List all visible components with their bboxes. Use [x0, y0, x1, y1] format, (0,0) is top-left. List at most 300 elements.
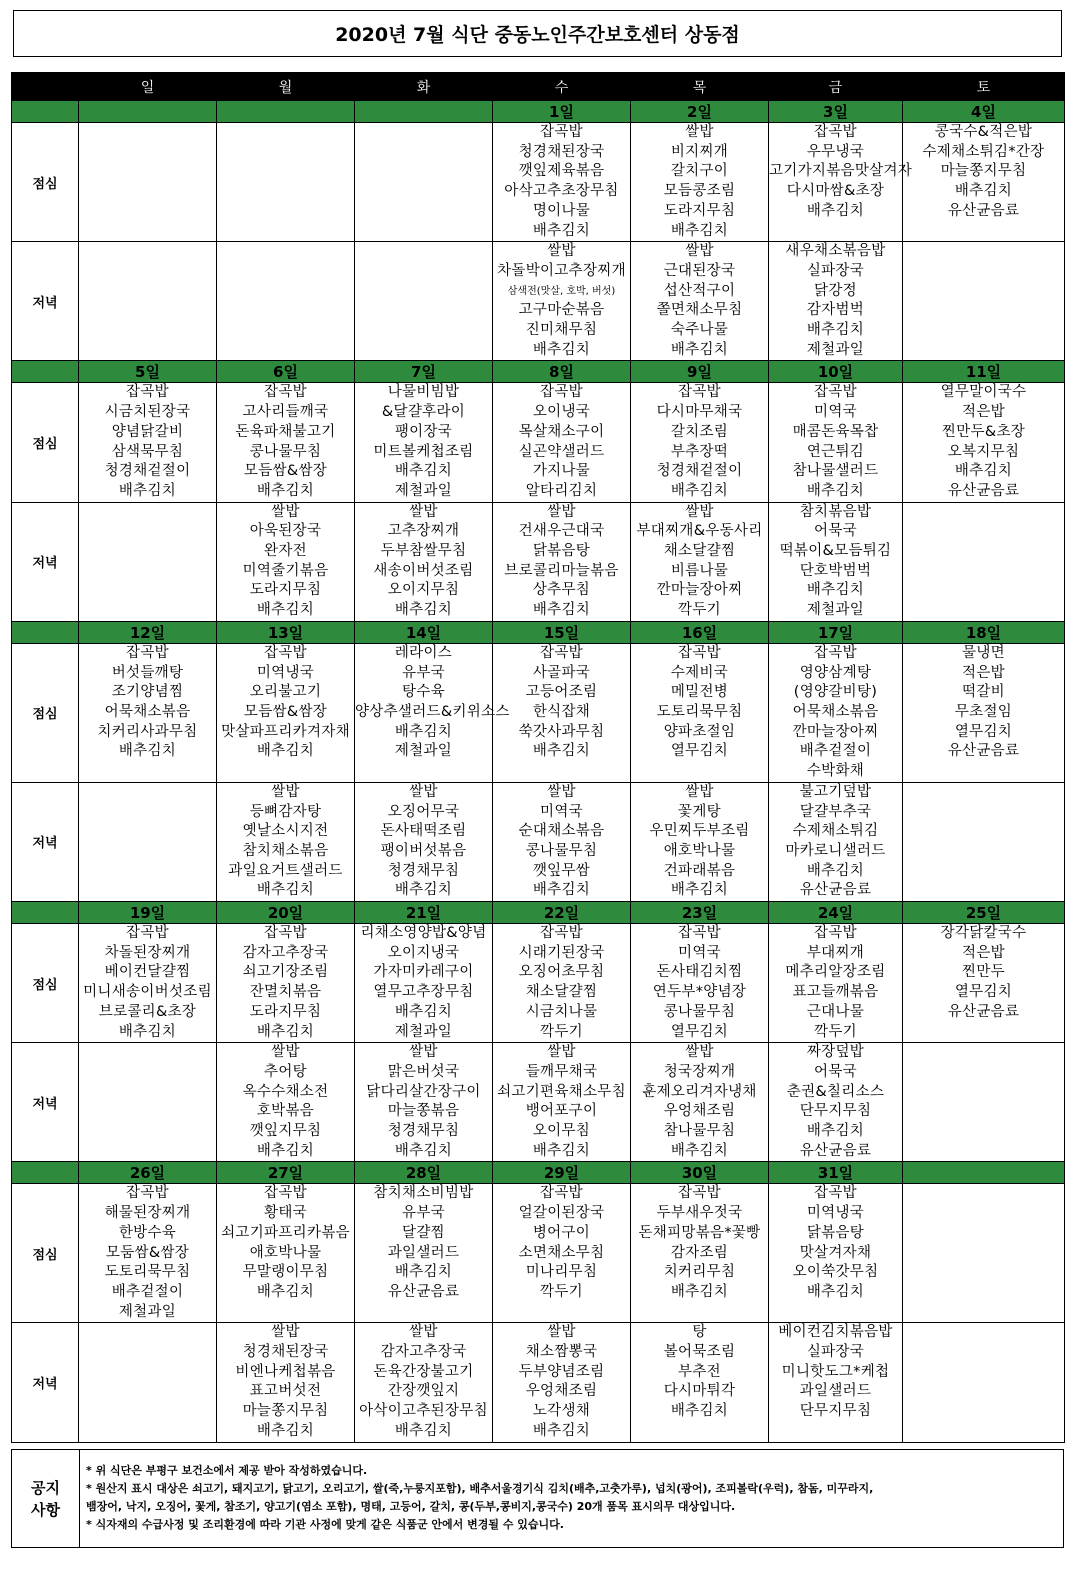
menu-item: 배추김치	[532, 743, 591, 760]
menu-item: 쌀밥	[685, 1044, 714, 1061]
date-cell: 5일	[79, 361, 217, 383]
menu-item: 쌀밥	[547, 1044, 576, 1061]
lunch-label: 점심	[12, 924, 79, 1043]
menu-item: 콩나물무침	[249, 443, 322, 460]
dinner-menu-cell	[79, 502, 217, 621]
lunch-row	[12, 924, 1065, 1043]
date-cell: 27일	[217, 1162, 355, 1184]
menu-item: 청경채된장국	[518, 143, 605, 160]
menu-item: 미트볼케첩조림	[373, 443, 474, 460]
menu-item: 배추김치	[256, 882, 315, 899]
menu-item: 황태국	[264, 1205, 307, 1222]
menu-item: 짜장덮밥	[806, 1044, 865, 1061]
menu-item: 배추김치	[256, 602, 315, 619]
notice-label-line: 사항	[31, 1500, 60, 1519]
menu-item: 어묵국	[814, 1063, 857, 1080]
dinner-menu-cell	[493, 1323, 631, 1442]
lunch-label: 점심	[12, 643, 79, 782]
menu-item: 청경채무침	[387, 862, 460, 879]
menu-item: 맑은버섯국	[387, 1063, 460, 1080]
menu-item: 돈육파채불고기	[235, 423, 336, 440]
dinner-menu-cell	[769, 1323, 903, 1442]
menu-item: 돈사태김치찜	[656, 964, 743, 981]
dinner-row	[12, 502, 1065, 621]
lunch-menu-cell	[355, 123, 493, 242]
menu-item: 추어탕	[264, 1063, 307, 1080]
menu-item: 채소달걀찜	[525, 984, 598, 1001]
menu-item: 부대찌개&우동사리	[636, 523, 763, 540]
menu-item: 시금치된장국	[104, 404, 191, 421]
menu-item: 깍두기	[540, 1023, 583, 1040]
menu-item: 마늘쫑볶음	[387, 1103, 460, 1120]
menu-item: 레라이스	[394, 644, 453, 661]
menu-item: 건파래볶음	[663, 862, 736, 879]
menu-item: 팽이장국	[394, 423, 453, 440]
lunch-menu-cell	[79, 1184, 217, 1323]
menu-item: 돈사태떡조림	[380, 823, 467, 840]
menu-item: 우무냉국	[806, 143, 865, 160]
menu-item: 연근튀김	[806, 443, 865, 460]
menu-item: 유산균음료	[947, 482, 1020, 499]
menu-item: 깐마늘장아찌	[792, 723, 879, 740]
menu-item: 연두부*양념장	[652, 984, 747, 1001]
menu-item: 모둠쌈&쌈장	[105, 1244, 190, 1261]
dinner-menu-cell	[903, 1323, 1065, 1442]
menu-item: 볼어묵조림	[663, 1344, 736, 1361]
dinner-menu-cell	[355, 782, 493, 901]
menu-item: 장각닭칼국수	[940, 925, 1027, 942]
menu-item: 나물비빔밥	[387, 384, 460, 401]
menu-item: 어묵채소볶음	[792, 703, 879, 720]
menu-item: 고사리들깨국	[242, 404, 329, 421]
lunch-menu-cell	[217, 924, 355, 1043]
menu-item: 쌀밥	[547, 783, 576, 800]
menu-item: 단무지무침	[799, 1103, 872, 1120]
menu-item: 배추김치	[532, 1142, 591, 1159]
menu-item: 가자미카레구이	[373, 964, 474, 981]
menu-item: 잡곡밥	[678, 644, 721, 661]
menu-item: 참나물무침	[663, 1123, 736, 1140]
menu-item: 오이지무침	[387, 582, 460, 599]
menu-item: 배추김치	[394, 723, 453, 740]
menu-item: 배추김치	[532, 341, 591, 358]
menu-item: 한방수육	[118, 1224, 177, 1241]
lunch-menu-cell	[631, 643, 769, 782]
menu-item: 배추겉절이	[111, 1283, 184, 1300]
dinner-menu-cell	[355, 502, 493, 621]
menu-item: 오이냉국	[532, 404, 591, 421]
menu-item: 근대나물	[806, 1003, 865, 1020]
menu-item: 쌀밥	[547, 243, 576, 260]
menu-item: 새우채소볶음밥	[785, 243, 886, 260]
lunch-menu-cell	[355, 383, 493, 502]
menu-item: 고기가지볶음맛살겨자	[769, 163, 913, 180]
lunch-menu-cell	[79, 643, 217, 782]
date-row	[12, 361, 1065, 383]
menu-item: 아삭이고추된장무침	[359, 1403, 488, 1420]
menu-item: 배추김치	[806, 582, 865, 599]
menu-item: 배추김치	[394, 1142, 453, 1159]
menu-item: 감자고추장국	[380, 1344, 467, 1361]
menu-item: 배추김치	[532, 222, 591, 239]
menu-item: 오징어무국	[387, 803, 460, 820]
menu-item: 깍두기	[540, 1283, 583, 1300]
menu-item: 쌀밥	[409, 503, 438, 520]
menu-item: 사골파국	[532, 664, 591, 681]
date-cell: 15일	[493, 621, 631, 643]
menu-item: 배추김치	[118, 1023, 177, 1040]
menu-item: 배추김치	[670, 882, 729, 899]
menu-item: 탕	[692, 1324, 707, 1341]
date-row	[12, 1162, 1065, 1184]
notice-body	[80, 1450, 1063, 1547]
lunch-menu-cell	[79, 924, 217, 1043]
lunch-menu-cell	[493, 643, 631, 782]
menu-item: 잡곡밥	[264, 644, 307, 661]
menu-item: 마카로니샐러드	[785, 842, 886, 859]
menu-item: 청국장찌개	[663, 1063, 736, 1080]
menu-item: 배추김치	[954, 183, 1013, 200]
menu-item: 배추김치	[118, 743, 177, 760]
menu-item: 잔멸치볶음	[249, 984, 322, 1001]
menu-item: 채소짬뽕국	[525, 1344, 598, 1361]
date-cell: 8일	[493, 361, 631, 383]
dinner-menu-cell	[355, 1043, 493, 1162]
lunch-menu-cell	[903, 643, 1065, 782]
menu-item: 청경채겉절이	[104, 463, 191, 480]
menu-item: 잡곡밥	[264, 925, 307, 942]
menu-item: 베이컨김치볶음밥	[778, 1324, 893, 1341]
menu-item: 잡곡밥	[126, 1185, 169, 1202]
menu-item: 감자조림	[670, 1244, 729, 1261]
date-cell: 2일	[631, 101, 769, 123]
lunch-menu-cell	[769, 123, 913, 242]
dinner-menu-cell	[217, 502, 355, 621]
weekday-header: 토	[903, 73, 1065, 101]
menu-item: 차돌박이고추장찌개	[497, 262, 626, 279]
menu-item: 쌀밥	[685, 243, 714, 260]
menu-item: 실파장국	[806, 1344, 865, 1361]
menu-item: 배추김치	[954, 463, 1013, 480]
date-cell: 6일	[217, 361, 355, 383]
date-cell: 19일	[79, 902, 217, 924]
menu-item: 오이쑥갓무침	[792, 1264, 879, 1281]
dinner-row	[12, 782, 1065, 901]
menu-item: 매콤돈육목찹	[792, 423, 879, 440]
menu-item: 미역줄기볶음	[242, 562, 329, 579]
menu-item: 배추김치	[256, 1023, 315, 1040]
menu-item: 갈치구이	[670, 163, 729, 180]
menu-item: 적은밥	[962, 404, 1005, 421]
menu-item: 노각생채	[532, 1403, 591, 1420]
menu-item: 표고들깨볶음	[792, 984, 879, 1001]
date-cell: 10일	[769, 361, 903, 383]
menu-item: 열무김치	[670, 743, 729, 760]
dinner-menu-cell	[79, 782, 217, 901]
date-row-corner	[12, 1162, 79, 1184]
date-cell: 9일	[631, 361, 769, 383]
menu-item: 달걀찜	[402, 1224, 445, 1241]
menu-item: 깐마늘장아찌	[656, 582, 743, 599]
menu-item: 제철과일	[394, 743, 453, 760]
menu-item: 제철과일	[394, 1023, 453, 1040]
menu-item: 단호박범벅	[799, 562, 872, 579]
notice-box	[11, 1449, 1064, 1548]
menu-item: 어묵국	[814, 523, 857, 540]
date-cell	[903, 1162, 1065, 1184]
menu-item: 도토리묵무침	[104, 1264, 191, 1281]
menu-item: 브로콜리&초장	[98, 1003, 197, 1020]
notice-line: 뱀장어, 낙지, 오징어, 꽃게, 참조기, 양고기(염소 포함), 명태, 고등어, 갈치, 콩(두부,콩비지,콩국수) 20개 품목 표시의무 대상입니다.	[86, 1500, 736, 1513]
menu-item: 양파초절임	[663, 723, 736, 740]
menu-item: 유부국	[402, 664, 445, 681]
lunch-menu-cell	[631, 1184, 769, 1323]
menu-item: 쑥갓사과무침	[518, 723, 605, 740]
menu-item: 배추김치	[806, 1123, 865, 1140]
weekday-header: 화	[355, 73, 493, 101]
menu-item: 참나물샐러드	[792, 463, 879, 480]
menu-item: 쌀밥	[409, 783, 438, 800]
menu-item: 배추김치	[394, 882, 453, 899]
menu-item: 배추김치	[394, 1003, 453, 1020]
menu-item: 열무김치	[670, 1023, 729, 1040]
date-cell: 30일	[631, 1162, 769, 1184]
menu-item: 고구마순볶음	[518, 302, 605, 319]
menu-item: 시금치나물	[525, 1003, 598, 1020]
menu-item: 배추김치	[670, 222, 729, 239]
menu-item: 쌀밥	[271, 503, 300, 520]
dinner-menu-cell	[493, 782, 631, 901]
menu-item: 수박화채	[806, 763, 865, 780]
weekday-header-row	[12, 73, 1065, 101]
menu-item: 잡곡밥	[540, 1185, 583, 1202]
dinner-row	[12, 242, 1065, 361]
menu-item: 미니새송이버섯조림	[83, 984, 212, 1001]
date-cell: 25일	[903, 902, 1065, 924]
menu-item: 오리불고기	[249, 684, 322, 701]
lunch-menu-cell	[493, 123, 631, 242]
menu-item: 열무고추장무침	[373, 984, 474, 1001]
weekday-header: 금	[769, 73, 903, 101]
menu-item: 열무말이국수	[940, 384, 1027, 401]
menu-item: 마늘쫑지무침	[940, 163, 1027, 180]
menu-item: 메밀전병	[670, 684, 729, 701]
dinner-menu-cell	[769, 242, 903, 361]
dinner-menu-cell	[631, 502, 769, 621]
lunch-label: 점심	[12, 383, 79, 502]
menu-item: 순대채소볶음	[518, 823, 605, 840]
menu-item: 찐만두&초장	[941, 423, 1026, 440]
menu-item: 제철과일	[806, 602, 865, 619]
menu-item: 잡곡밥	[814, 124, 857, 140]
menu-item: 잡곡밥	[814, 1185, 857, 1202]
menu-item: 쫄면채소무침	[656, 302, 743, 319]
dinner-row	[12, 1323, 1065, 1442]
lunch-menu-cell	[769, 924, 903, 1043]
menu-item: 무말랭이무침	[242, 1264, 329, 1281]
dinner-menu-cell	[903, 1043, 1065, 1162]
date-row-corner	[12, 101, 79, 123]
menu-item: 달걀부추국	[799, 803, 872, 820]
menu-table-body	[12, 73, 1065, 1443]
menu-item: 탕수육	[402, 684, 445, 701]
menu-item: 오복지무침	[947, 443, 1020, 460]
menu-item: 물냉면	[962, 644, 1005, 661]
menu-item: 삼색묵무침	[111, 443, 184, 460]
lunch-menu-cell	[631, 383, 769, 502]
menu-item: 배추김치	[256, 743, 315, 760]
menu-item: 배추겉절이	[799, 743, 872, 760]
menu-item: 맛살겨자채	[799, 1244, 872, 1261]
dinner-label: 저녁	[12, 502, 79, 621]
dinner-menu-cell	[769, 782, 903, 901]
menu-item: 콩국수&적은밥	[934, 124, 1033, 140]
menu-item: 참치채소비빔밥	[373, 1185, 474, 1202]
lunch-menu-cell	[355, 643, 510, 782]
menu-item: 배추김치	[256, 482, 315, 499]
dinner-menu-cell	[903, 242, 1065, 361]
menu-item: 고등어조림	[525, 684, 598, 701]
lunch-menu-cell	[903, 1184, 1065, 1323]
date-row	[12, 621, 1065, 643]
menu-item: 참치채소볶음	[242, 842, 329, 859]
lunch-menu-cell	[903, 924, 1065, 1043]
menu-item: 아삭고추초장무침	[504, 183, 619, 200]
menu-item: 두부참쌀무침	[380, 543, 467, 560]
date-cell: 3일	[769, 101, 903, 123]
lunch-menu-cell	[493, 383, 631, 502]
menu-item: 적은밥	[962, 944, 1005, 961]
lunch-row	[12, 123, 1065, 242]
menu-item: 유산균음료	[387, 1283, 460, 1300]
menu-item: 쌀밥	[685, 503, 714, 520]
date-cell: 29일	[493, 1162, 631, 1184]
menu-item: 쇠고기파프리카볶음	[221, 1224, 350, 1241]
date-row-corner	[12, 902, 79, 924]
date-cell: 12일	[79, 621, 217, 643]
menu-item: 가지나물	[532, 463, 591, 480]
menu-item: 배추김치	[532, 602, 591, 619]
menu-item: 떡갈비	[962, 684, 1005, 701]
menu-item: 찐만두	[962, 964, 1005, 981]
menu-item: 양념닭갈비	[111, 423, 184, 440]
menu-item: 뱅어포구이	[525, 1103, 598, 1120]
dinner-menu-cell	[79, 1043, 217, 1162]
lunch-menu-cell	[79, 383, 217, 502]
menu-item: 쌀밥	[271, 1324, 300, 1341]
menu-item: 미역냉국	[256, 664, 315, 681]
date-cell: 11일	[903, 361, 1065, 383]
menu-item: 건새우근대국	[518, 523, 605, 540]
date-row-corner	[12, 361, 79, 383]
menu-item: 배추김치	[394, 602, 453, 619]
menu-table	[11, 72, 1065, 1443]
menu-item: 들깨무채국	[525, 1063, 598, 1080]
menu-item: 청경채겉절이	[656, 463, 743, 480]
menu-item: 모듬콩조림	[663, 183, 736, 200]
menu-item: 배추김치	[806, 862, 865, 879]
lunch-menu-cell	[493, 924, 631, 1043]
menu-item: 열무김치	[954, 723, 1013, 740]
menu-item: &달걀후라이	[381, 404, 466, 421]
weekday-header: 월	[217, 73, 355, 101]
lunch-row	[12, 643, 1065, 782]
date-cell	[355, 101, 493, 123]
dinner-label: 저녁	[12, 242, 79, 361]
menu-item: 잡곡밥	[540, 124, 583, 140]
menu-item: 부대찌개	[806, 944, 865, 961]
menu-item: 얼갈이된장국	[518, 1205, 605, 1222]
menu-item: 다시마무채국	[656, 404, 743, 421]
lunch-menu-cell	[79, 123, 217, 242]
menu-item: 닭강정	[814, 282, 857, 299]
menu-item: 배추김치	[806, 322, 865, 339]
menu-item: 잡곡밥	[678, 1185, 721, 1202]
menu-item: 배추김치	[394, 463, 453, 480]
menu-item: 오이무침	[532, 1123, 591, 1140]
menu-item: 조기양념찜	[111, 684, 184, 701]
menu-item: 유산균음료	[947, 743, 1020, 760]
menu-item: 콩나물무침	[663, 1003, 736, 1020]
menu-item: 병어구이	[532, 1224, 591, 1241]
date-cell	[79, 101, 217, 123]
menu-item: 배추김치	[806, 1283, 865, 1300]
menu-item: 표고버섯전	[249, 1383, 322, 1400]
menu-item: 유산균음료	[799, 882, 872, 899]
menu-item: 갈치조림	[670, 423, 729, 440]
dinner-menu-cell	[493, 242, 631, 361]
menu-item: 쌀밥	[409, 1324, 438, 1341]
menu-item: 다시마쌈&초장	[786, 183, 885, 200]
date-row	[12, 902, 1065, 924]
menu-item: 쇠고기장조림	[242, 964, 329, 981]
date-cell: 20일	[217, 902, 355, 924]
menu-item: 치커리사과무침	[97, 723, 198, 740]
menu-item: 도토리묵무침	[656, 703, 743, 720]
menu-item: 잡곡밥	[264, 1185, 307, 1202]
menu-item: 완자전	[264, 543, 307, 560]
menu-item: 잡곡밥	[540, 644, 583, 661]
menu-item: 꽃게탕	[678, 803, 721, 820]
menu-item: 과일샐러드	[387, 1244, 460, 1261]
dinner-label: 저녁	[12, 782, 79, 901]
menu-item: 고추장찌개	[387, 523, 460, 540]
menu-item: 도라지무침	[249, 1003, 322, 1020]
menu-item: 새송이버섯조림	[373, 562, 474, 579]
menu-item: 과일요거트샐러드	[228, 862, 343, 879]
menu-item: 다시마튀각	[663, 1383, 736, 1400]
dinner-menu-cell	[631, 1043, 769, 1162]
menu-item: 콩나물무침	[525, 842, 598, 859]
menu-item: 제철과일	[806, 341, 865, 358]
menu-item: 유산균음료	[947, 1003, 1020, 1020]
dinner-menu-cell	[217, 782, 355, 901]
dinner-menu-cell	[217, 242, 355, 361]
menu-item: 모듬쌈&쌈장	[243, 703, 328, 720]
menu-item: 배추김치	[806, 202, 865, 219]
menu-item: 치커리무침	[663, 1264, 736, 1281]
menu-item: 옛날소시지전	[242, 823, 329, 840]
notice-line: * 위 식단은 부평구 보건소에서 제공 받아 작성하였습니다.	[86, 1464, 368, 1477]
menu-item: 닭볶음탕	[532, 543, 591, 560]
menu-item: 잡곡밥	[264, 384, 307, 401]
menu-item: 잡곡밥	[678, 925, 721, 942]
menu-item: 배추김치	[394, 1264, 453, 1281]
menu-item: 잡곡밥	[126, 644, 169, 661]
lunch-menu-cell	[631, 123, 769, 242]
menu-item: 오이지냉국	[387, 944, 460, 961]
menu-item: 잡곡밥	[814, 384, 857, 401]
